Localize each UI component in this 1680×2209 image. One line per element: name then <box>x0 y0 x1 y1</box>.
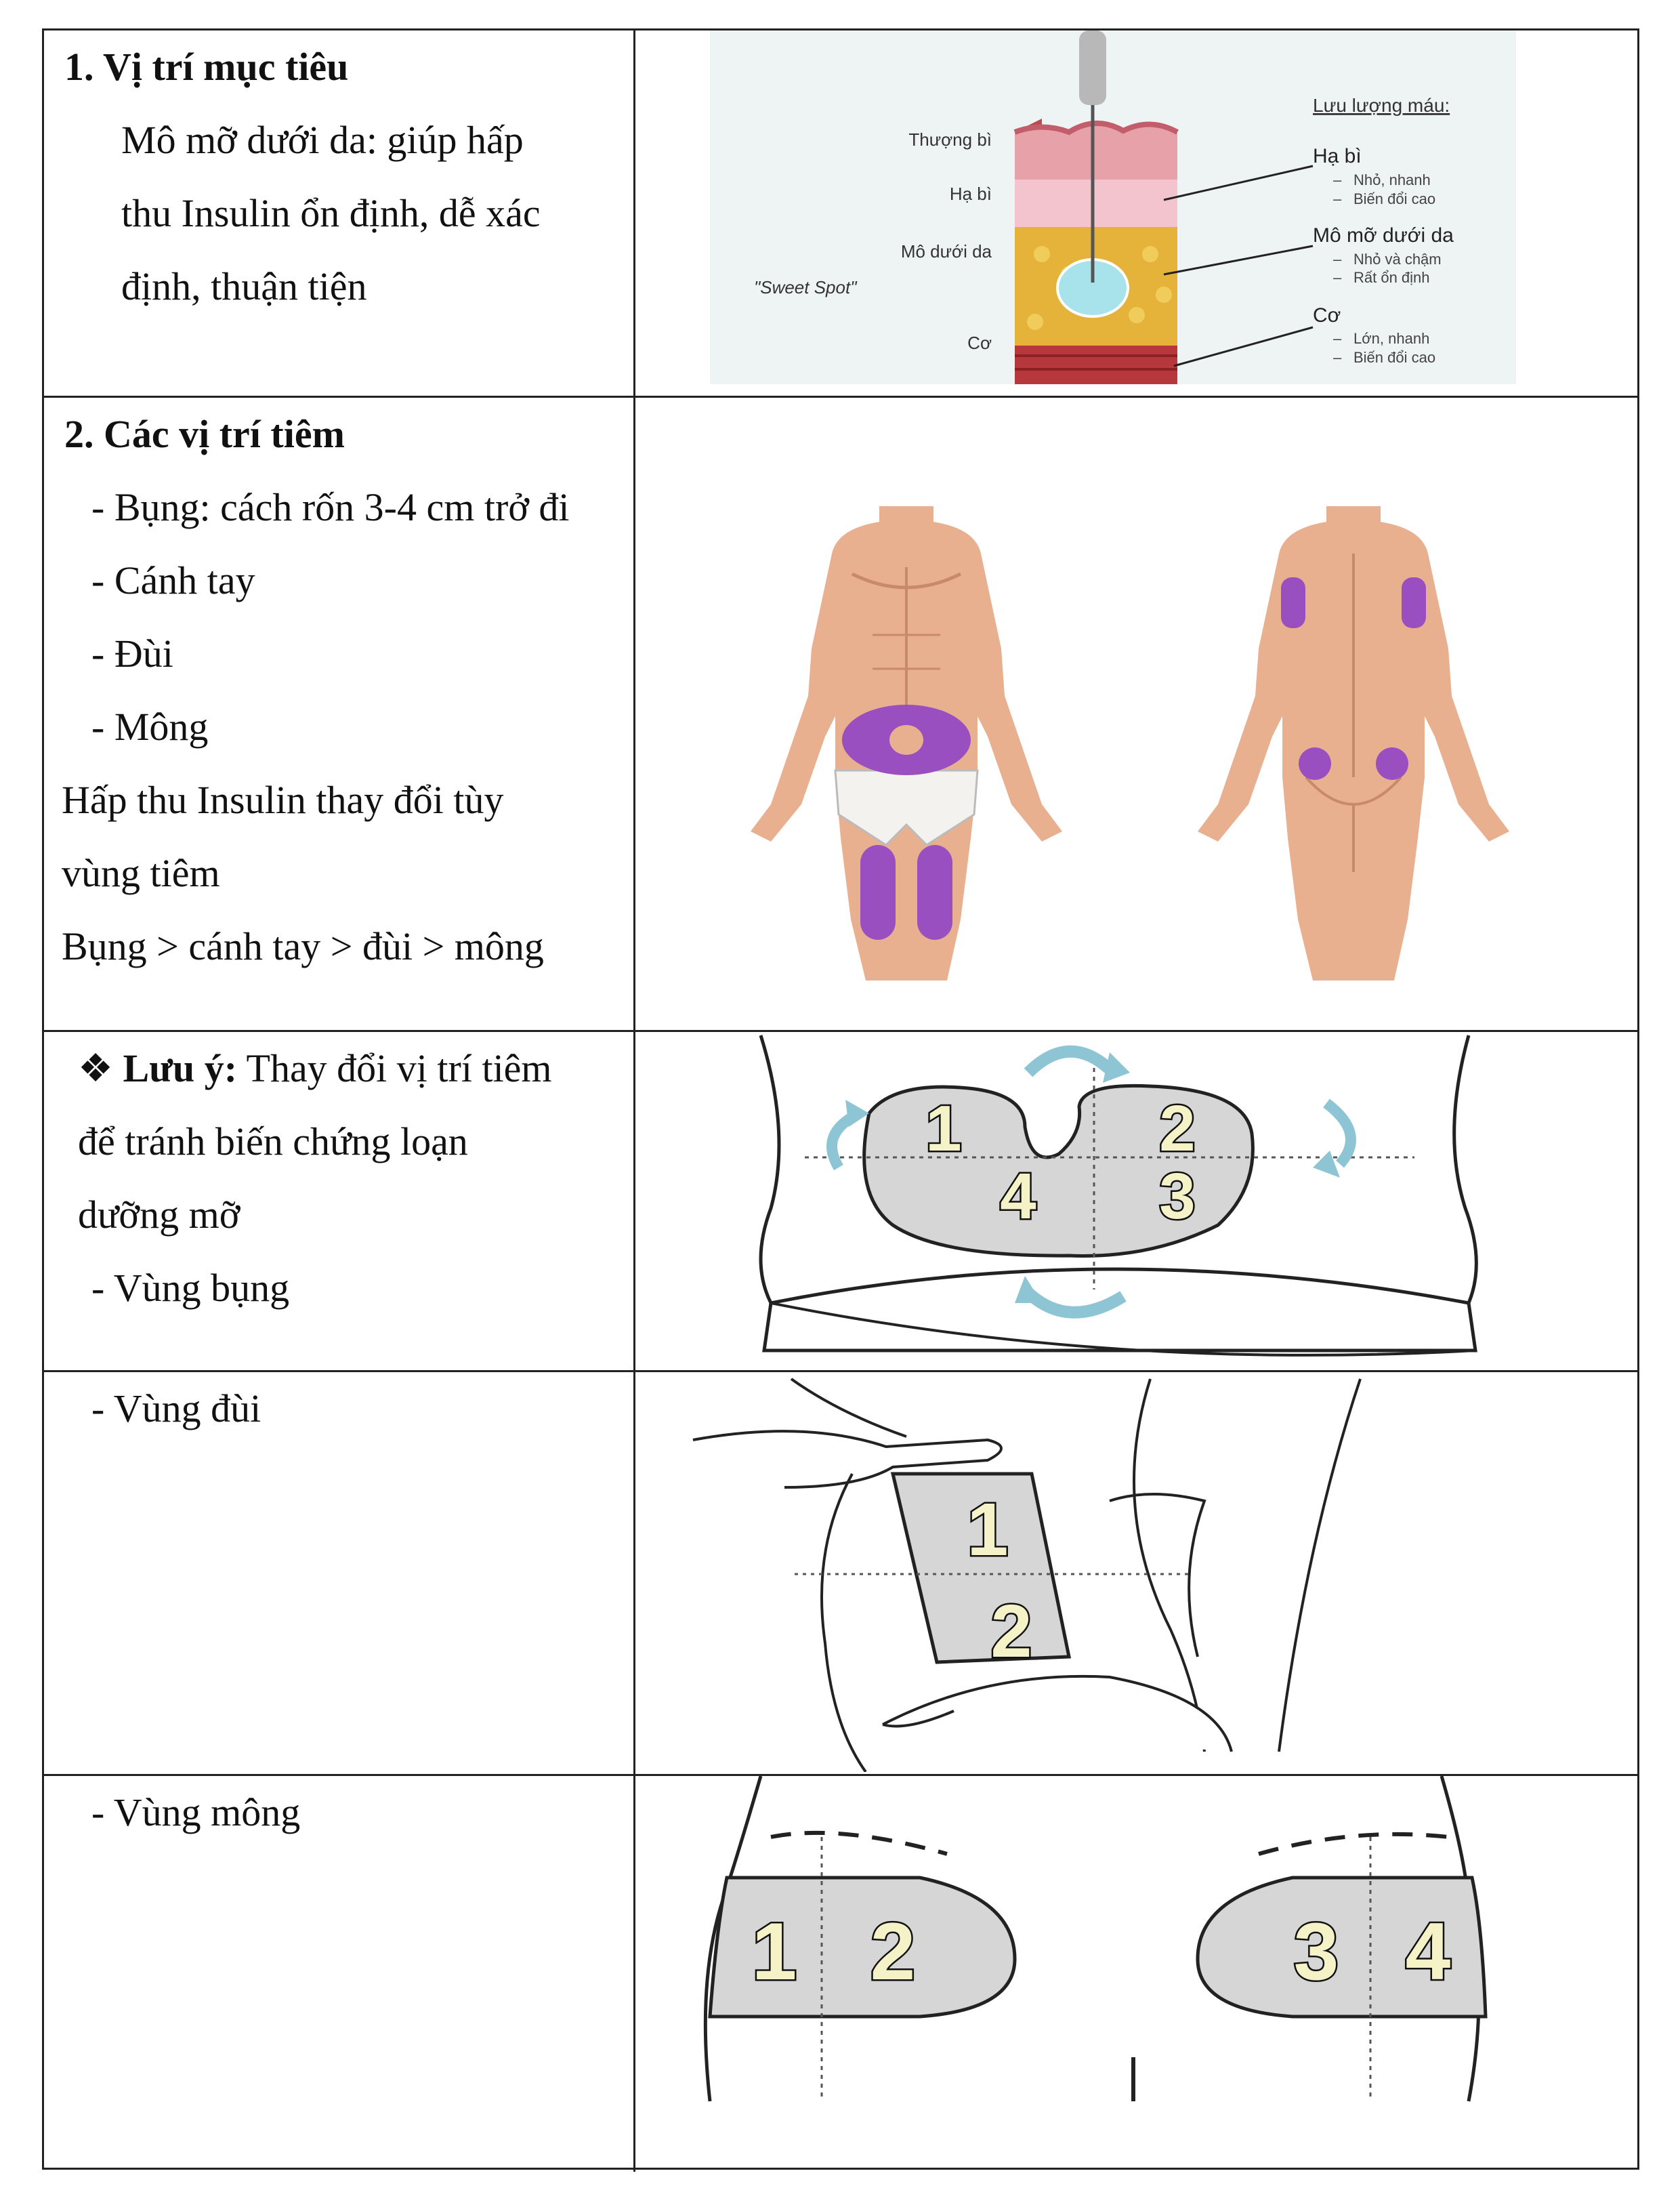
buttock-text-cell <box>44 1776 635 2172</box>
group-dermis-note: Nhỏ, nhanh <box>1353 171 1431 188</box>
thigh-text-cell <box>44 1372 635 1774</box>
injection-site-table <box>42 28 1639 2170</box>
thigh-region-label: - Vùng đùi <box>91 1386 261 1430</box>
thigh-zones-illustration <box>635 1372 1637 1772</box>
abdomen-zone-2: 2 <box>1159 1092 1196 1165</box>
absorption-text: vùng tiêm <box>62 851 220 895</box>
buttock-zone-3: 3 <box>1293 1906 1339 1997</box>
buttock-zone-2: 2 <box>870 1906 916 1997</box>
rotation-note-line: dưỡng mỡ <box>78 1193 240 1237</box>
injection-sites-heading: 2. Các vị trí tiêm <box>64 412 345 456</box>
buttock-region-label: - Vùng mông <box>91 1790 301 1834</box>
absorption-order: Bụng > cánh tay > đùi > mông <box>62 924 544 968</box>
target-site-line: thu Insulin ổn định, dễ xác <box>121 191 541 235</box>
row-buttock <box>44 1776 1637 2172</box>
group-muscle-note: Lớn, nhanh <box>1353 330 1430 347</box>
svg-text:–: – <box>1333 349 1342 366</box>
label-epidermis: Thượng bì <box>908 129 992 150</box>
blood-flow-title: Lưu lượng máu: <box>1313 95 1450 116</box>
row-injection-sites <box>44 398 1637 1032</box>
group-fat-note: Rất ổn định <box>1353 269 1430 286</box>
front-body-figure <box>751 506 1062 980</box>
rotation-note <box>78 1032 552 1105</box>
label-sweet-spot: "Sweet Spot" <box>754 277 857 297</box>
rotation-note-text-cell <box>44 1032 635 1370</box>
note-text: Thay đổi vị trí tiêm <box>237 1046 552 1090</box>
row-thigh <box>44 1372 1637 1776</box>
site-item: - Bụng: cách rốn 3-4 cm trở đi <box>91 485 570 529</box>
buttock-zones-illustration <box>635 1776 1637 2169</box>
thigh-zone-1: 1 <box>967 1488 1009 1571</box>
site-item: - Cánh tay <box>91 558 255 602</box>
target-site-heading: 1. Vị trí mục tiêu <box>64 45 349 89</box>
abdomen-zone-4: 4 <box>1000 1160 1036 1233</box>
buttock-figure-cell <box>635 1776 1637 2172</box>
note-bullet: ❖ <box>78 1046 113 1090</box>
row-abdomen-rotation <box>44 1032 1637 1372</box>
group-fat-name: Mô mỡ dưới da <box>1313 224 1454 247</box>
svg-text:–: – <box>1333 251 1342 268</box>
body-sites-figure-cell <box>635 398 1637 1030</box>
site-item: - Mông <box>91 705 209 749</box>
abdomen-zones-illustration <box>635 1032 1637 1368</box>
abdomen-zone-1: 1 <box>925 1092 962 1165</box>
label-dermis: Hạ bì <box>949 184 992 204</box>
site-item: - Đùi <box>91 632 173 676</box>
target-site-line: định, thuận tiện <box>121 264 367 308</box>
abdomen-figure-cell <box>635 1032 1637 1370</box>
abdomen-zone-3: 3 <box>1159 1160 1196 1233</box>
abdomen-region-label: - Vùng bụng <box>91 1266 290 1310</box>
body-sites-illustration <box>635 398 1637 1028</box>
label-subcutaneous: Mô dưới da <box>900 241 992 262</box>
buttock-zone-1: 1 <box>751 1906 797 1997</box>
thigh-figure-cell <box>635 1372 1637 1774</box>
group-muscle-name: Cơ <box>1313 304 1341 327</box>
svg-text:–: – <box>1333 269 1342 286</box>
skin-layers-illustration <box>635 30 1637 394</box>
buttock-zone-4: 4 <box>1405 1906 1451 1997</box>
svg-text:–: – <box>1333 190 1342 207</box>
target-site-line: Mô mỡ dưới da: giúp hấp <box>121 118 524 162</box>
group-fat-note: Nhỏ và chậm <box>1353 251 1442 268</box>
group-dermis-note: Biến đổi cao <box>1353 190 1436 207</box>
svg-text:–: – <box>1333 171 1342 188</box>
svg-text:–: – <box>1333 330 1342 347</box>
row-target-site <box>44 30 1637 398</box>
absorption-text: Hấp thu Insulin thay đổi tùy <box>62 778 504 822</box>
group-dermis-name: Hạ bì <box>1313 145 1362 167</box>
target-site-text-cell <box>44 30 635 396</box>
group-muscle-note: Biến đổi cao <box>1353 349 1436 366</box>
note-label: Lưu ý: <box>123 1046 238 1090</box>
label-muscle: Cơ <box>967 333 992 353</box>
skin-layers-figure-cell <box>635 30 1637 396</box>
injection-sites-text-cell <box>44 398 635 1030</box>
back-body-figure <box>1198 506 1509 980</box>
thigh-zone-2: 2 <box>990 1590 1032 1673</box>
rotation-note-line: để tránh biến chứng loạn <box>78 1119 468 1163</box>
